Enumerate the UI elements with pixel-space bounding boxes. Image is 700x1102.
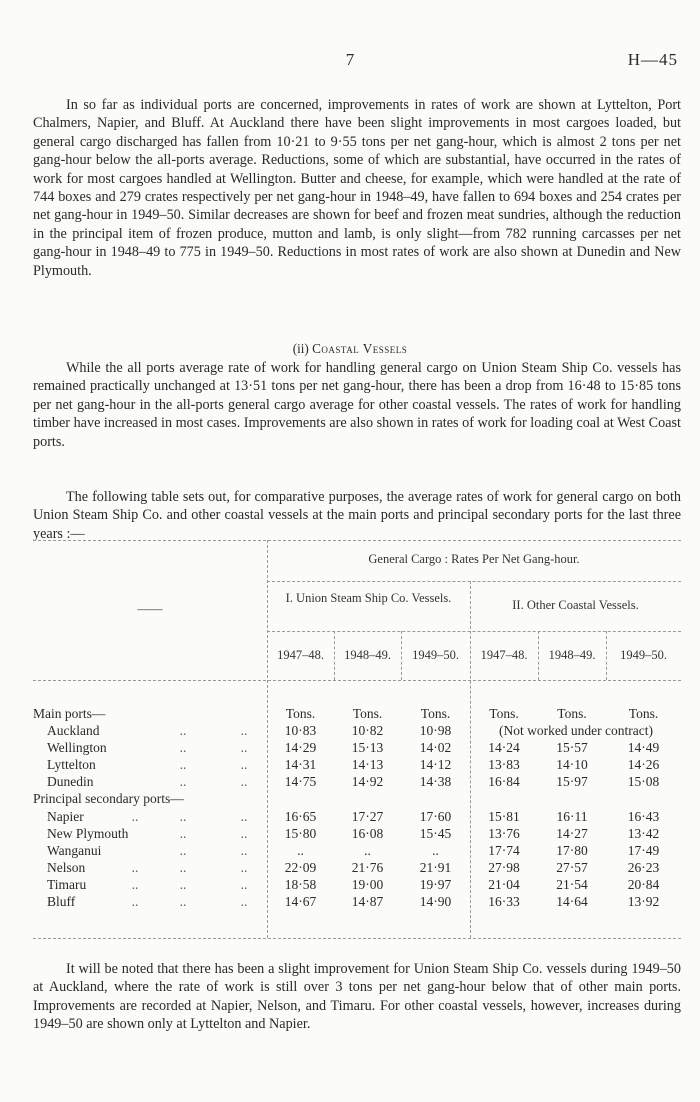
rate-cell: 14·87 bbox=[351, 894, 384, 909]
paragraph-table-intro: The following table sets out, for comparative purposes, the average rates of work for general cargo on both Union Steam Ship Co. and other coastal vessels at the main ports and principal secondary ports for the last three years :— bbox=[33, 489, 681, 542]
section-number: (ii) bbox=[292, 341, 309, 356]
table-row bbox=[33, 825, 681, 842]
table-row bbox=[33, 739, 681, 756]
leader-dots: .. bbox=[240, 894, 248, 909]
rate-cell: 13·92 bbox=[627, 894, 660, 909]
page-number: 7 bbox=[345, 50, 355, 69]
rate-cell: 14·26 bbox=[627, 757, 660, 772]
table-header-rule bbox=[267, 581, 681, 582]
leader-dots: .. bbox=[179, 809, 187, 824]
unit-cell: Tons. bbox=[420, 706, 451, 721]
rate-cell: 17·49 bbox=[627, 843, 660, 858]
year-header: 1949–50. bbox=[412, 648, 459, 662]
leader-dots: .. bbox=[179, 757, 187, 772]
group-header-union: I. Union Steam Ship Co. Vessels. bbox=[285, 591, 452, 605]
leader-dots: .. bbox=[240, 860, 248, 875]
rate-cell: 10·98 bbox=[419, 723, 452, 738]
rate-cell: 15·81 bbox=[488, 809, 520, 824]
rate-cell: 16·84 bbox=[488, 774, 520, 789]
table-group-label bbox=[33, 705, 681, 722]
rate-cell: .. bbox=[297, 843, 304, 858]
port-name: Lyttelton bbox=[47, 757, 96, 772]
rate-cell: 14·75 bbox=[284, 774, 317, 789]
rate-cell: .. bbox=[364, 843, 371, 858]
rate-cell: 14·29 bbox=[284, 740, 317, 755]
year-header: 1947–48. bbox=[277, 648, 324, 662]
section-heading bbox=[0, 341, 700, 357]
year-header: 1948–49. bbox=[548, 648, 596, 662]
rate-cell: 21·76 bbox=[351, 860, 384, 875]
rate-cell: 14·02 bbox=[419, 740, 452, 755]
rates-table bbox=[33, 540, 681, 940]
table-top-rule bbox=[33, 540, 681, 541]
port-name: Dunedin bbox=[47, 774, 94, 789]
rate-cell: 21·91 bbox=[419, 860, 452, 875]
port-name: Wanganui bbox=[47, 843, 102, 858]
year-header: 1947–48. bbox=[480, 648, 528, 662]
port-name: New Plymouth bbox=[47, 826, 129, 841]
leader-dots: .. bbox=[131, 877, 139, 892]
table-row bbox=[33, 893, 681, 910]
port-name: Nelson bbox=[47, 860, 86, 875]
rate-cell: 14·13 bbox=[351, 757, 384, 772]
table-row bbox=[33, 876, 681, 893]
unit-cell: Tons. bbox=[557, 706, 587, 721]
table-row bbox=[33, 842, 681, 859]
rate-cell: 14·10 bbox=[556, 757, 588, 772]
rate-cell: 14·38 bbox=[419, 774, 452, 789]
leader-dots: .. bbox=[240, 843, 248, 858]
unit-cell: Tons. bbox=[489, 706, 519, 721]
rate-cell: 15·57 bbox=[556, 740, 588, 755]
rate-cell: 13·42 bbox=[627, 826, 660, 841]
rate-cell: 10·82 bbox=[351, 723, 384, 738]
rate-cell: 14·12 bbox=[419, 757, 452, 772]
year-header: 1948–49. bbox=[344, 648, 391, 662]
rate-cell: 16·08 bbox=[351, 826, 384, 841]
leader-dots: .. bbox=[240, 757, 248, 772]
rate-cell: 14·92 bbox=[351, 774, 384, 789]
leader-dots: .. bbox=[131, 809, 139, 824]
leader-dots: .. bbox=[131, 860, 139, 875]
rate-cell: .. bbox=[432, 843, 439, 858]
rate-cell: 22·09 bbox=[284, 860, 317, 875]
leader-dots: .. bbox=[179, 877, 187, 892]
rate-cell: 27·98 bbox=[488, 860, 520, 875]
rate-cell: 17·60 bbox=[419, 809, 452, 824]
rate-cell: 18·58 bbox=[284, 877, 317, 892]
rate-cell: 20·84 bbox=[627, 877, 660, 892]
rate-cell: 14·90 bbox=[419, 894, 452, 909]
section-title: Coastal Vessels bbox=[312, 341, 408, 356]
paragraph-coastal-vessels: While the all ports average rate of work for handling general cargo on Union Steam Ship Co. vessels has remained practically unchanged at 13·51 tons per net gang-hour, there has been a drop from 16·48 to 15·85 tons per net gang-hour in the all-ports general cargo average for other coastal vessels. The rates of work for handling timber have increased in most cases. Improvements are also shown in rates of work for loading coal at West Coast ports. bbox=[33, 360, 681, 450]
paragraph-conclusion: It will be noted that there has been a slight improvement for Union Steam Ship Co. vessels during 1949–50 at Auckland, where the rate of work is still over 3 tons per net gang-hour below that of other main ports. Improvements are recorded at Napier, Nelson, and Timaru. For other coastal vessels, however, increases during 1949–50 are shown only at Lyttelton and Napier. bbox=[33, 961, 681, 1033]
paragraph-port-improvements: In so far as individual ports are concerned, improvements in rates of work are shown at Lyttelton, Port Chalmers, Napier, and Bluff. At Auckland there have been slight improvements in most cargoes loaded, but general cargo discharged has fallen from 10·21 to 9·55 tons per net gang-hour, which is almost 2 tons per net gang-hour below the all-ports average. Reductions, some of which are substantial, have occurred in the rates of work for most cargoes handled at Wellington. Butter and cheese, for example, which were handled at the rate of 744 boxes and 279 crates respectively per net gang-hour in 1948–49, have fallen to 694 boxes and 254 crates per net gang-hour in 1949–50. Similar decreases are shown for beef and frozen meat sundries, although the reduction in the principal item of frozen produce, mutton and lamb, is only slight—from 782 running carcasses per net gang-hour in 1948–49 to 775 in 1949–50. Reductions in most rates of work are also shown at Dunedin and New Plymouth. bbox=[33, 97, 681, 279]
document-reference: H—45 bbox=[627, 50, 678, 69]
group-header-other: II. Other Coastal Vessels. bbox=[512, 598, 639, 612]
table-years-rule bbox=[33, 680, 681, 681]
rate-cell: 27·57 bbox=[556, 860, 588, 875]
group-label-main-ports: Main ports— bbox=[33, 706, 106, 721]
rate-cell: 16·33 bbox=[488, 894, 520, 909]
rate-cell: 15·08 bbox=[627, 774, 660, 789]
leader-dots: .. bbox=[240, 826, 248, 841]
rate-cell: 14·67 bbox=[284, 894, 317, 909]
leader-dots: .. bbox=[179, 843, 187, 858]
leader-dots: .. bbox=[240, 877, 248, 892]
unit-cell: Tons. bbox=[352, 706, 383, 721]
rate-cell: 14·31 bbox=[284, 757, 317, 772]
rate-cell: 10·83 bbox=[284, 723, 317, 738]
rate-cell: 15·13 bbox=[351, 740, 384, 755]
leader-dots: .. bbox=[179, 723, 187, 738]
rate-cell: 17·27 bbox=[351, 809, 384, 824]
stub-header: —— bbox=[137, 602, 163, 616]
table-row bbox=[33, 722, 681, 739]
rate-cell: 26·23 bbox=[627, 860, 660, 875]
port-name: Wellington bbox=[47, 740, 107, 755]
port-name: Bluff bbox=[47, 894, 76, 909]
leader-dots: .. bbox=[240, 774, 248, 789]
rate-cell: 14·49 bbox=[627, 740, 660, 755]
rate-cell: 19·00 bbox=[351, 877, 384, 892]
table-group-label bbox=[33, 790, 681, 807]
port-name: Timaru bbox=[47, 877, 87, 892]
rate-cell: 14·64 bbox=[556, 894, 588, 909]
rate-cell: 15·45 bbox=[419, 826, 452, 841]
leader-dots: .. bbox=[179, 774, 187, 789]
table-row bbox=[33, 773, 681, 790]
port-name: Napier bbox=[47, 809, 84, 824]
rate-cell: 13·83 bbox=[488, 757, 520, 772]
leader-dots: .. bbox=[179, 740, 187, 755]
rate-cell: 14·27 bbox=[556, 826, 588, 841]
table-group-rule bbox=[267, 631, 681, 632]
leader-dots: .. bbox=[179, 894, 187, 909]
leader-dots: .. bbox=[240, 809, 248, 824]
rate-cell: 17·80 bbox=[556, 843, 588, 858]
rate-cell: 16·43 bbox=[627, 809, 660, 824]
not-worked-note: (Not worked under contract) bbox=[498, 723, 654, 738]
table-bottom-rule bbox=[33, 938, 681, 939]
rate-cell: 14·24 bbox=[488, 740, 520, 755]
leader-dots: .. bbox=[179, 860, 187, 875]
table-main-header: General Cargo : Rates Per Net Gang-hour. bbox=[368, 552, 580, 566]
year-header: 1949–50. bbox=[620, 648, 667, 662]
leader-dots: .. bbox=[240, 723, 248, 738]
leader-dots: .. bbox=[240, 740, 248, 755]
table-row bbox=[33, 756, 681, 773]
group-label-secondary-ports: Principal secondary ports— bbox=[33, 791, 184, 806]
port-name: Auckland bbox=[47, 723, 100, 738]
rate-cell: 17·74 bbox=[488, 843, 520, 858]
rate-cell: 16·11 bbox=[556, 809, 588, 824]
rate-cell: 16·65 bbox=[284, 809, 317, 824]
leader-dots: .. bbox=[131, 894, 139, 909]
rate-cell: 13·76 bbox=[488, 826, 520, 841]
rate-cell: 19·97 bbox=[419, 877, 452, 892]
rate-cell: 15·97 bbox=[556, 774, 588, 789]
table-row bbox=[33, 808, 681, 825]
rate-cell: 21·04 bbox=[488, 877, 520, 892]
table-row bbox=[33, 859, 681, 876]
unit-cell: Tons. bbox=[628, 706, 659, 721]
rate-cell: 21·54 bbox=[556, 877, 588, 892]
unit-cell: Tons. bbox=[285, 706, 316, 721]
rate-cell: 15·80 bbox=[284, 826, 317, 841]
leader-dots: .. bbox=[179, 826, 187, 841]
